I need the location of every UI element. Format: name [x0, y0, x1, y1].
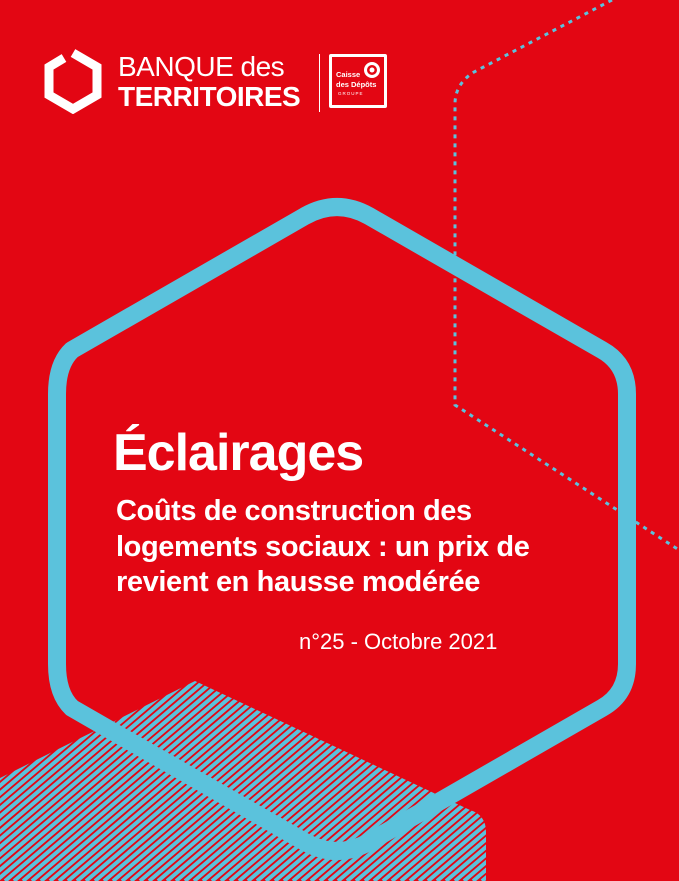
hexagon-logo-icon [42, 48, 104, 114]
stripe-line [383, 660, 643, 881]
stripe-line [500, 660, 679, 881]
stripe-line [518, 660, 679, 881]
stripe-line [527, 660, 679, 881]
partner-logo-line2: des Dépôts [336, 80, 377, 89]
publication-title: Éclairages [113, 424, 364, 482]
stripe-line [428, 660, 679, 881]
stripe-line [644, 660, 679, 881]
issue-number-date: n°25 - Octobre 2021 [299, 629, 498, 654]
emblem-icon [363, 60, 381, 80]
brand-name-line2: TERRITOIRES [118, 81, 301, 112]
stripe-line [491, 660, 679, 881]
stripe-line [653, 660, 679, 881]
stripe-line [509, 660, 679, 881]
stripe-line [662, 660, 679, 881]
brand-name-line1: BANQUE des [118, 51, 285, 82]
publication-subtitle: Coûts de construction des logements sociaux : un prix de revient en hausse modérée [116, 495, 530, 599]
partner-logo-line3: GROUPE [338, 91, 364, 96]
stripe-line [437, 660, 679, 881]
stripe-line [581, 660, 679, 881]
stripe-line [635, 660, 679, 881]
stripe-line [590, 660, 679, 881]
stripe-line [671, 660, 679, 881]
partner-logo-line1: Caisse [336, 70, 361, 79]
stripe-line [419, 660, 679, 881]
logo-divider [319, 54, 320, 112]
stripe-line [410, 660, 670, 881]
stripe-line [626, 660, 679, 881]
caisse-des-depots-logo [329, 54, 387, 108]
stripe-line [482, 660, 679, 881]
